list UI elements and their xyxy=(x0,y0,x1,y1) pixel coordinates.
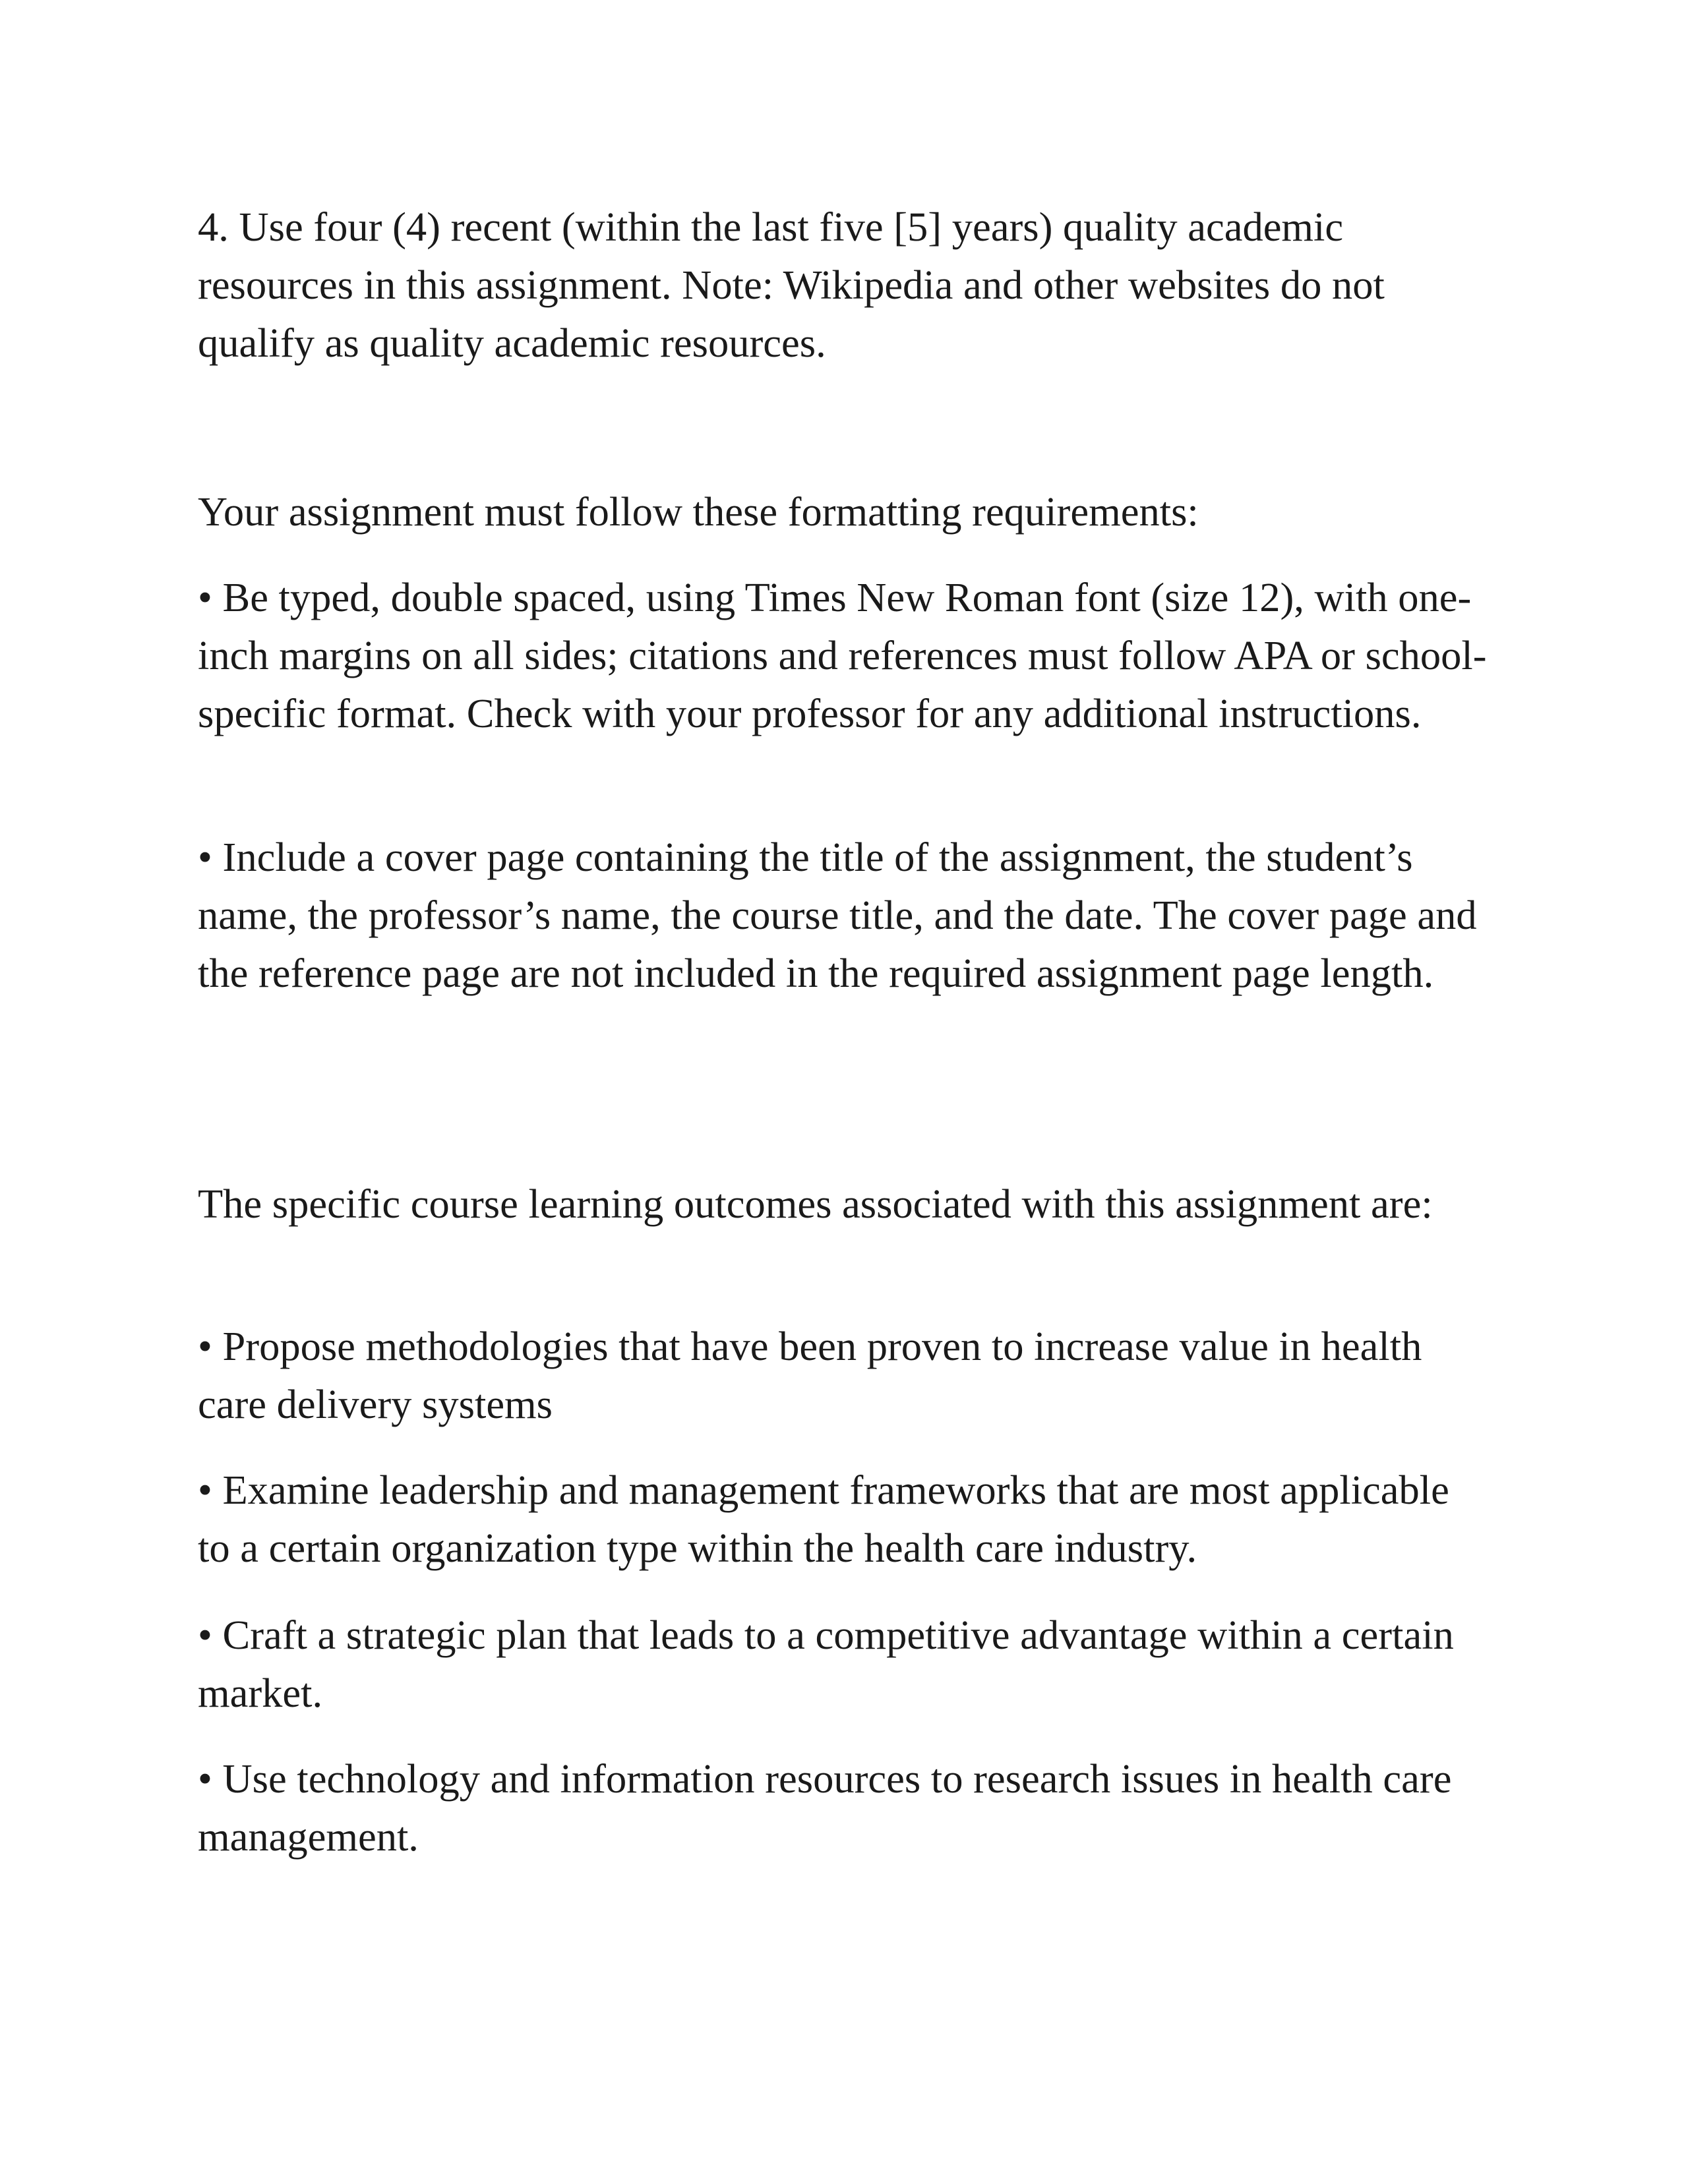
learning-outcome-technology: • Use technology and information resources to research issues in health care management. xyxy=(198,1756,1452,1860)
formatting-requirements-heading: Your assignment must follow these formatting requirements: xyxy=(198,488,1199,535)
learning-outcomes-heading: The specific course learning outcomes associated with this assignment are: xyxy=(198,1181,1433,1227)
resources-requirement-paragraph: 4. Use four (4) recent (within the last five [5] years) quality academic resources in this assignment. Note: Wikipedia and other websites do not qualify as quality academic resources. xyxy=(198,204,1385,366)
learning-outcome-strategic-plan: • Craft a strategic plan that leads to a competitive advantage within a certain market. xyxy=(198,1612,1454,1716)
formatting-bullet-cover-page: • Include a cover page containing the title of the assignment, the student’s name, the professor’s name, the course title, and the date. The cover page and the reference page are not included in the required assignment page length. xyxy=(198,834,1477,996)
learning-outcome-leadership: • Examine leadership and management frameworks that are most applicable to a certain organization type within the health care industry. xyxy=(198,1467,1449,1571)
formatting-bullet-typing: • Be typed, double spaced, using Times New Roman font (size 12), with one-inch margins on all sides; citations and references must follow APA or school-specific format. Check with your professor for any additional instructions. xyxy=(198,574,1487,736)
learning-outcome-methodologies: • Propose methodologies that have been proven to increase value in health care delivery systems xyxy=(198,1323,1422,1427)
